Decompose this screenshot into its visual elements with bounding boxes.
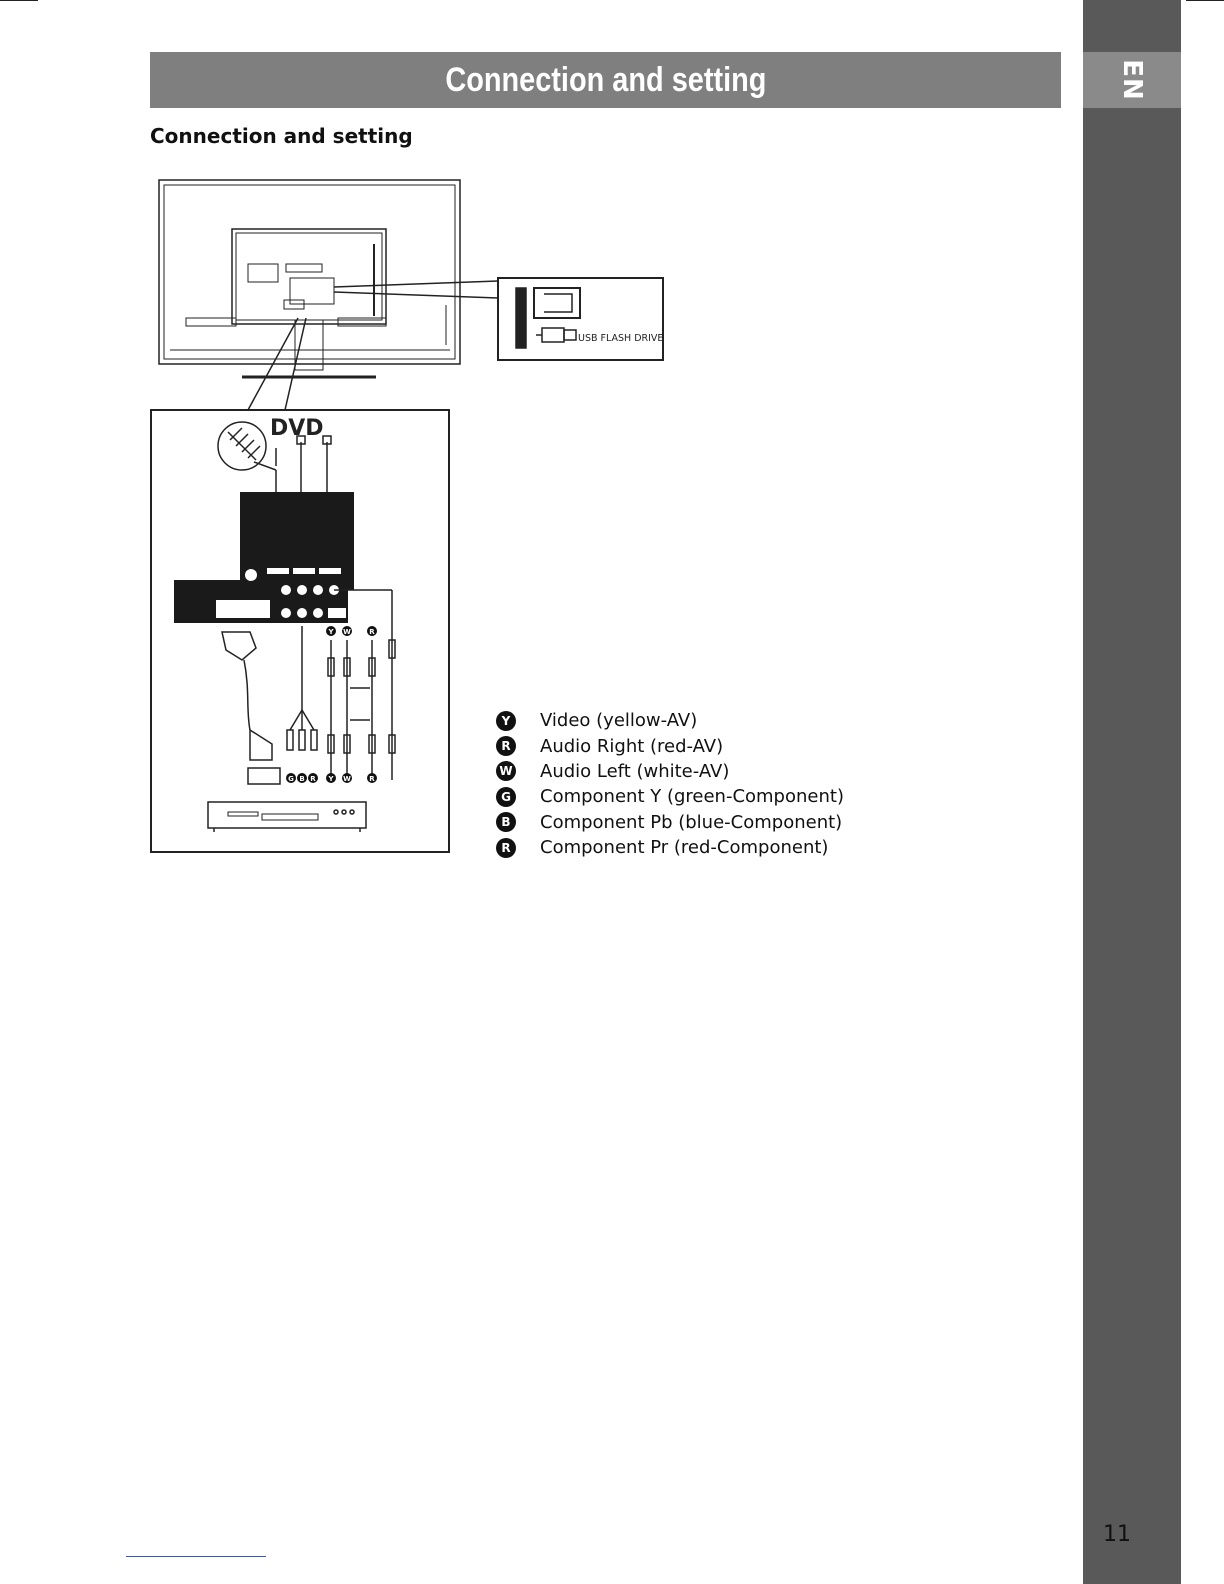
side-strip <box>1083 0 1181 1584</box>
language-tab <box>1083 52 1181 108</box>
legend-badge: B <box>496 812 516 832</box>
svg-text:Y: Y <box>328 628 334 636</box>
legend-text: Video (yellow-AV) <box>540 710 698 732</box>
svg-text:R: R <box>369 628 375 636</box>
legend-text: Audio Left (white-AV) <box>540 760 730 782</box>
scart-cable <box>222 632 280 784</box>
svg-text:W: W <box>343 628 351 636</box>
legend-text: Audio Right (red-AV) <box>540 735 724 757</box>
svg-text:B: B <box>299 775 305 783</box>
legend-item <box>496 810 844 835</box>
svg-text:W: W <box>343 775 351 783</box>
language-label: EN <box>1117 59 1147 101</box>
legend-item <box>496 733 844 758</box>
footer-link-line <box>126 1556 266 1557</box>
tv-back-illustration <box>159 180 460 377</box>
svg-text:R: R <box>369 775 375 783</box>
legend-badge: G <box>496 787 516 807</box>
legend-text: Component Pr (red-Component) <box>540 837 829 859</box>
legend-item <box>496 835 844 860</box>
antenna-icon <box>218 422 266 470</box>
crop-mark-right <box>1186 0 1224 1</box>
page-title: Connection and setting <box>444 60 767 99</box>
legend <box>496 708 844 860</box>
dvd-player-illustration <box>208 802 366 832</box>
svg-text:R: R <box>310 775 316 783</box>
svg-text:Y: Y <box>328 775 334 783</box>
section-title: Connection and setting <box>150 124 413 148</box>
crop-mark-left <box>0 0 38 1</box>
usb-callout <box>334 278 663 360</box>
legend-item <box>496 759 844 784</box>
page-number: 11 <box>1103 1522 1131 1547</box>
usb-flash-drive-label: USB FLASH DRIVE <box>578 333 664 344</box>
svg-text:G: G <box>288 775 294 783</box>
legend-badge: Y <box>496 711 516 731</box>
dvd-label: DVD <box>270 416 324 441</box>
legend-text: Component Pb (blue-Component) <box>540 811 843 833</box>
legend-text: Component Y (green-Component) <box>540 786 844 808</box>
connection-box <box>151 410 449 852</box>
legend-badge: W <box>496 761 516 781</box>
page-header <box>150 52 1061 108</box>
legend-badge: R <box>496 838 516 858</box>
legend-badge: R <box>496 736 516 756</box>
legend-item <box>496 784 844 809</box>
legend-item <box>496 708 844 733</box>
